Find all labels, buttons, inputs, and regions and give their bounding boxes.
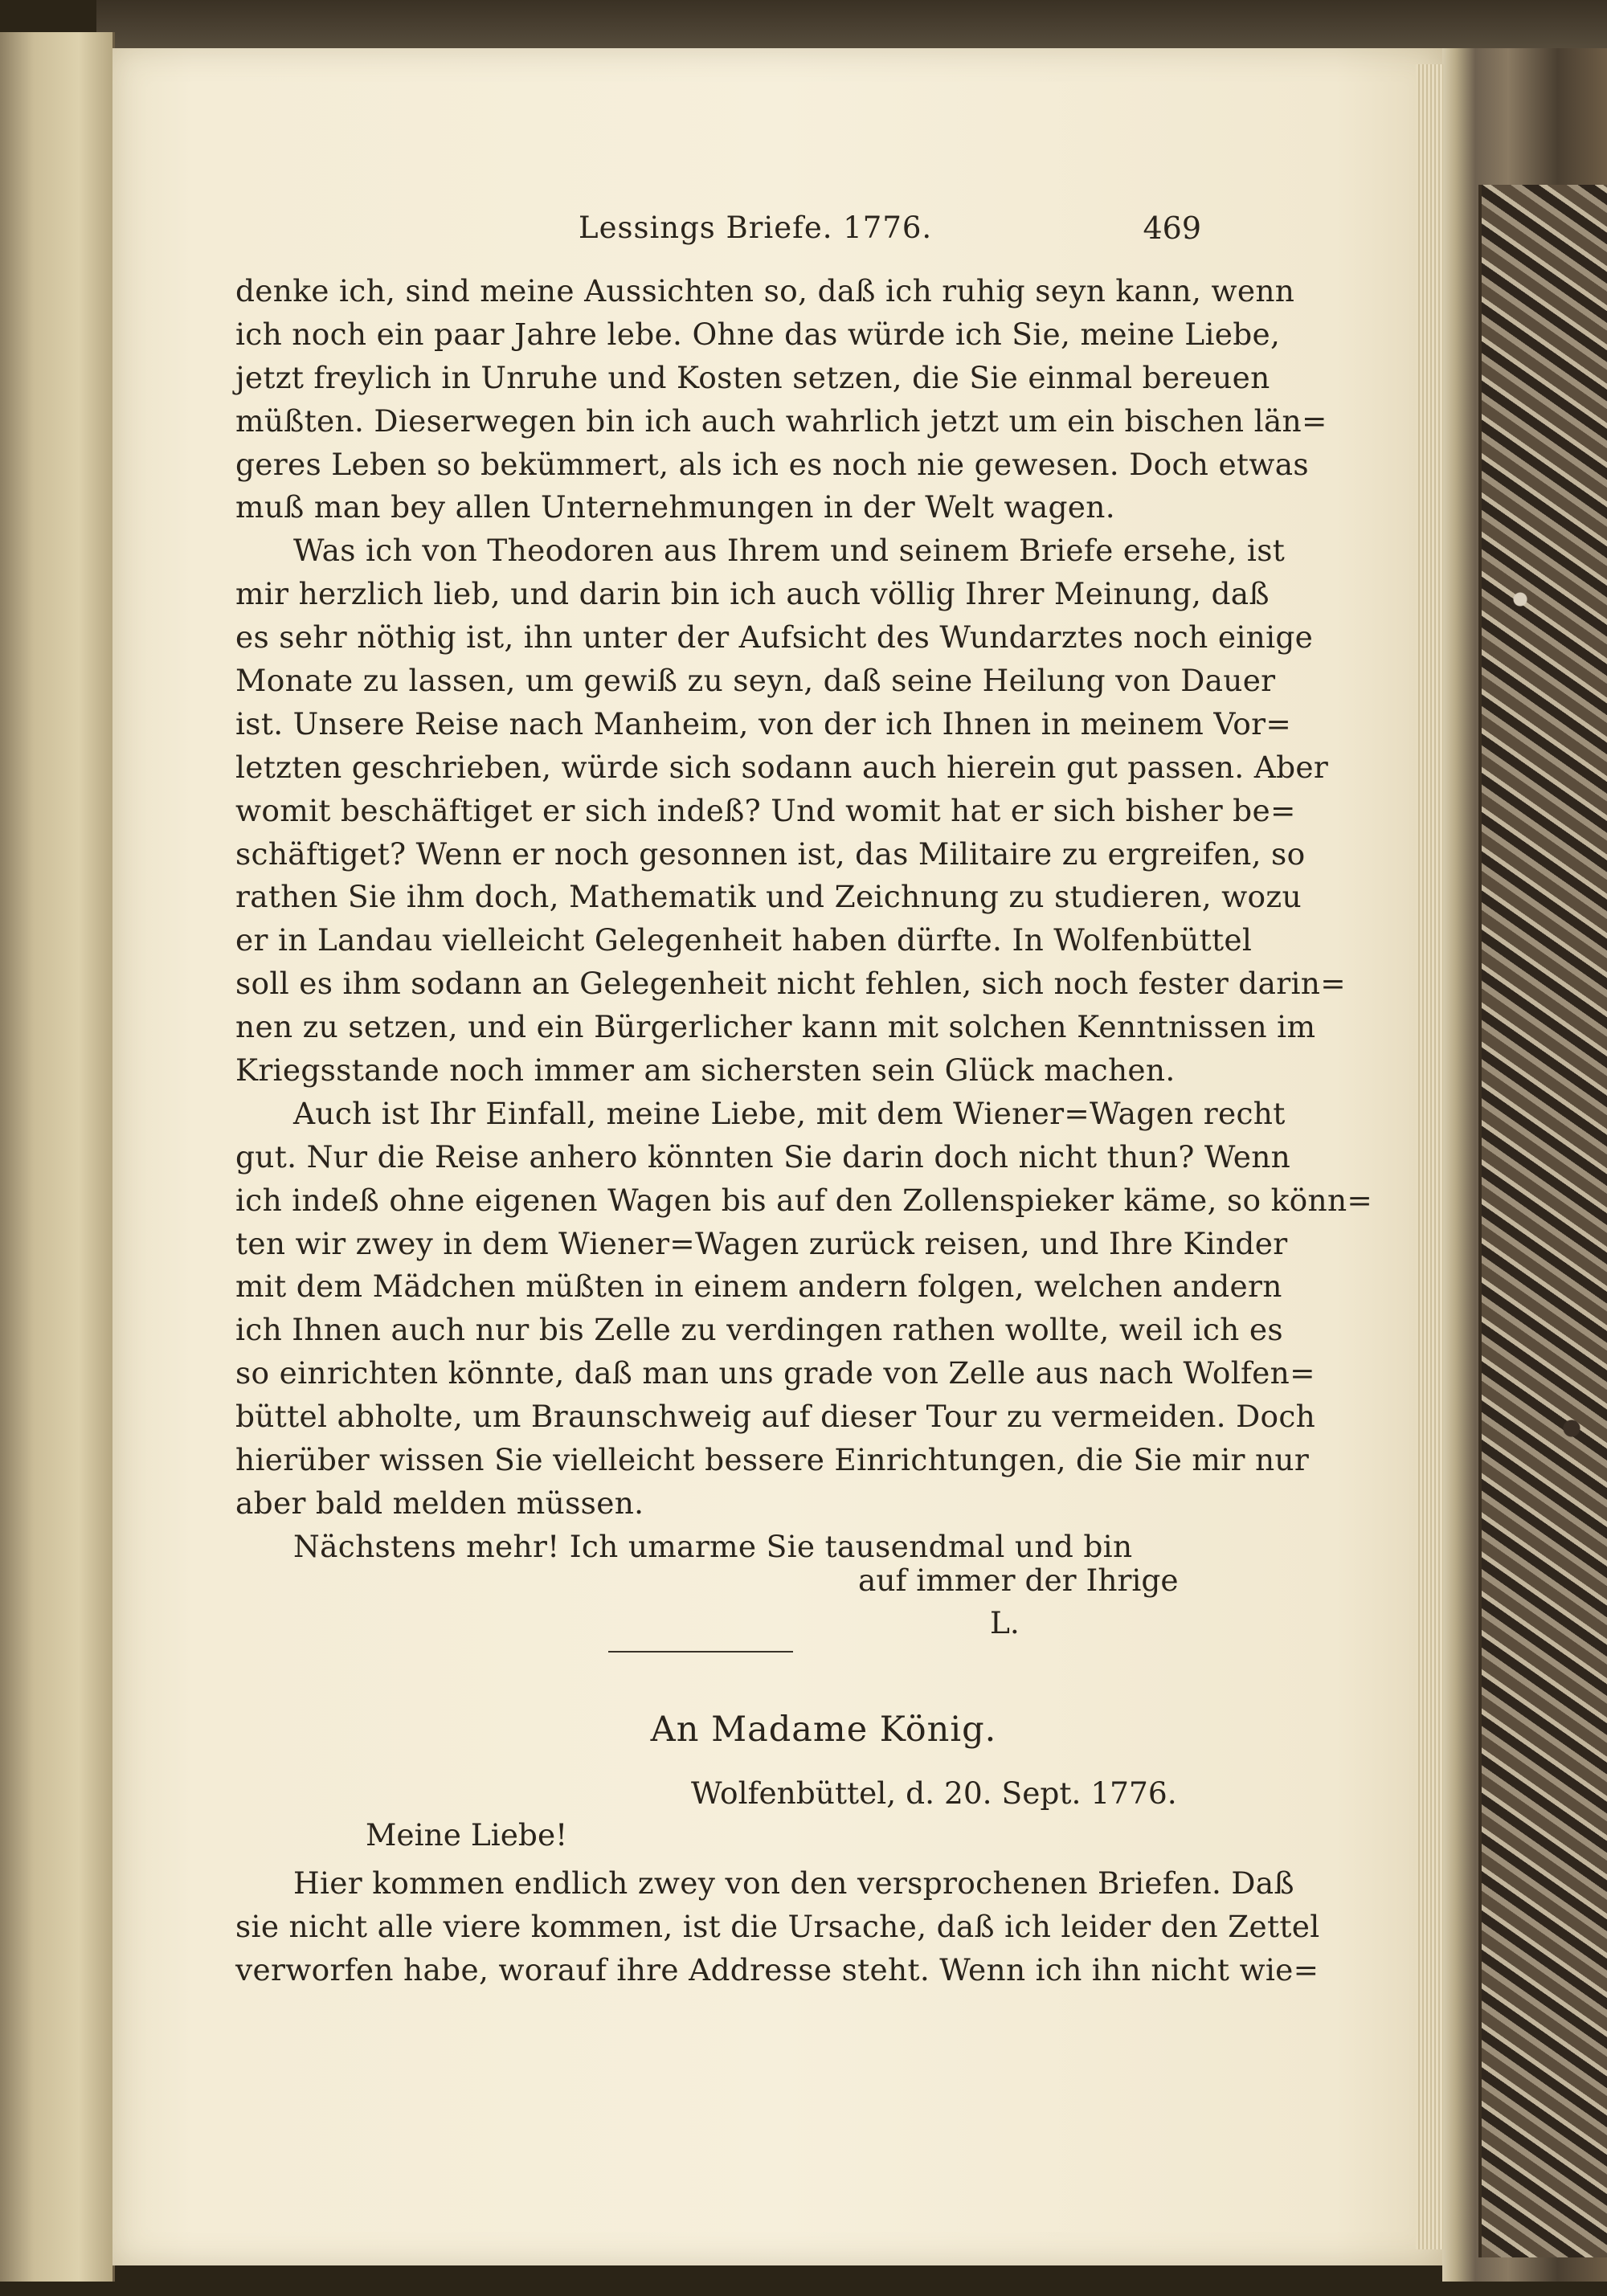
section-divider: [608, 1651, 793, 1653]
text-line: ich indeß ohne eigenen Wagen bis auf den Zollenspieker käme, so könn=: [235, 1182, 1373, 1218]
letter-dateline: Wolfenbüttel, d. 20. Sept. 1776.: [691, 1775, 1177, 1811]
text-line: muß man bey allen Unternehmungen in der Welt wagen.: [235, 489, 1115, 525]
text-line: büttel abholte, um Braunschweig auf dieser Tour zu vermeiden. Doch: [235, 1399, 1316, 1435]
text-line: soll es ihm sodann an Gelegenheit nicht fehlen, sich noch fester darin=: [235, 966, 1346, 1002]
text-line: nen zu setzen, und ein Bürgerlicher kann mit solchen Kenntnissen im: [235, 1009, 1316, 1045]
text-line: Kriegsstande noch immer am sichersten sein Glück machen.: [235, 1052, 1176, 1089]
page-edges: [1416, 64, 1443, 2249]
text-line: aber bald melden müssen.: [235, 1485, 644, 1521]
text-line: so einrichten könnte, daß man uns grade von Zelle aus nach Wolfen=: [235, 1355, 1315, 1391]
text-line: es sehr nöthig ist, ihn unter der Aufsicht des Wundarztes noch einige: [235, 619, 1314, 656]
text-line: verworfen habe, worauf ihre Addresse steht. Wenn ich ihn nicht wie=: [235, 1951, 1319, 1988]
letter-heading: An Madame König.: [650, 1710, 997, 1750]
marbled-endpaper: [1478, 185, 1607, 2257]
text-line: Was ich von Theodoren aus Ihrem und seinem Briefe ersehe, ist: [293, 533, 1286, 569]
text-line: er in Landau vielleicht Gelegenheit haben dürfte. In Wolfenbüttel: [235, 922, 1253, 958]
page-header: [233, 210, 1201, 251]
text-line: ist. Unsere Reise nach Manheim, von der ich Ihnen in meinem Vor=: [235, 705, 1292, 742]
running-title: Lessings Briefe. 1776.: [579, 210, 933, 245]
text-line: Nächstens mehr! Ich umarme Sie tausendmal und bin: [293, 1528, 1133, 1564]
text-line: mit dem Mädchen müßten in einem andern folgen, welchen andern: [235, 1269, 1282, 1305]
text-line: ten wir zwey in dem Wiener=Wagen zurück reisen, und Ihre Kinder: [235, 1225, 1288, 1261]
text-line: rathen Sie ihm doch, Mathematik und Zeichnung zu studieren, wozu: [235, 879, 1302, 915]
letter-body-previous: [235, 270, 1373, 1569]
facing-page-edge: [0, 32, 115, 2282]
signoff-initial: L.: [990, 1605, 1020, 1640]
signoff-closing: auf immer der Ihrige: [858, 1563, 1179, 1598]
text-line: jetzt freylich in Unruhe und Kosten setzen, die Sie einmal bereuen: [235, 359, 1270, 395]
text-line: müßten. Dieserwegen bin ich auch wahrlich jetzt um ein bischen län=: [235, 402, 1327, 439]
text-line: Monate zu lassen, um gewiß zu seyn, daß seine Heilung von Dauer: [235, 663, 1276, 699]
page-number: 469: [1143, 210, 1201, 246]
text-line: letzten geschrieben, würde sich sodann auch hierein gut passen. Aber: [235, 749, 1329, 785]
letter-salutation: Meine Liebe!: [366, 1817, 568, 1853]
text-line: hierüber wissen Sie vielleicht bessere Einrichtungen, die Sie mir nur: [235, 1442, 1310, 1478]
text-line: womit beschäftiget er sich indeß? Und womit hat er sich bisher be=: [235, 792, 1296, 828]
text-line: geres Leben so bekümmert, als ich es noch nie gewesen. Doch etwas: [235, 446, 1309, 482]
text-line: sie nicht alle viere kommen, ist die Ursache, daß ich leider den Zettel: [235, 1908, 1320, 1944]
text-line: schäftiget? Wenn er noch gesonnen ist, das Militaire zu ergreifen, so: [235, 835, 1306, 872]
text-line: ich noch ein paar Jahre lebe. Ohne das würde ich Sie, meine Liebe,: [235, 316, 1281, 352]
text-line: ich Ihnen auch nur bis Zelle zu verdingen rathen wollte, weil ich es: [235, 1312, 1283, 1348]
text-line: mir herzlich lieb, und darin bin ich auch völlig Ihrer Meinung, daß: [235, 576, 1270, 612]
text-line: Auch ist Ihr Einfall, meine Liebe, mit dem Wiener=Wagen recht: [293, 1095, 1286, 1131]
text-line: denke ich, sind meine Aussichten so, daß ich ruhig seyn kann, wenn: [235, 273, 1295, 308]
letter-body-new: [235, 1862, 1320, 1992]
text-line: gut. Nur die Reise anhero könnten Sie darin doch nicht thun? Wenn: [235, 1138, 1291, 1175]
text-line: Hier kommen endlich zwey von den versprochenen Briefen. Daß: [293, 1865, 1294, 1901]
